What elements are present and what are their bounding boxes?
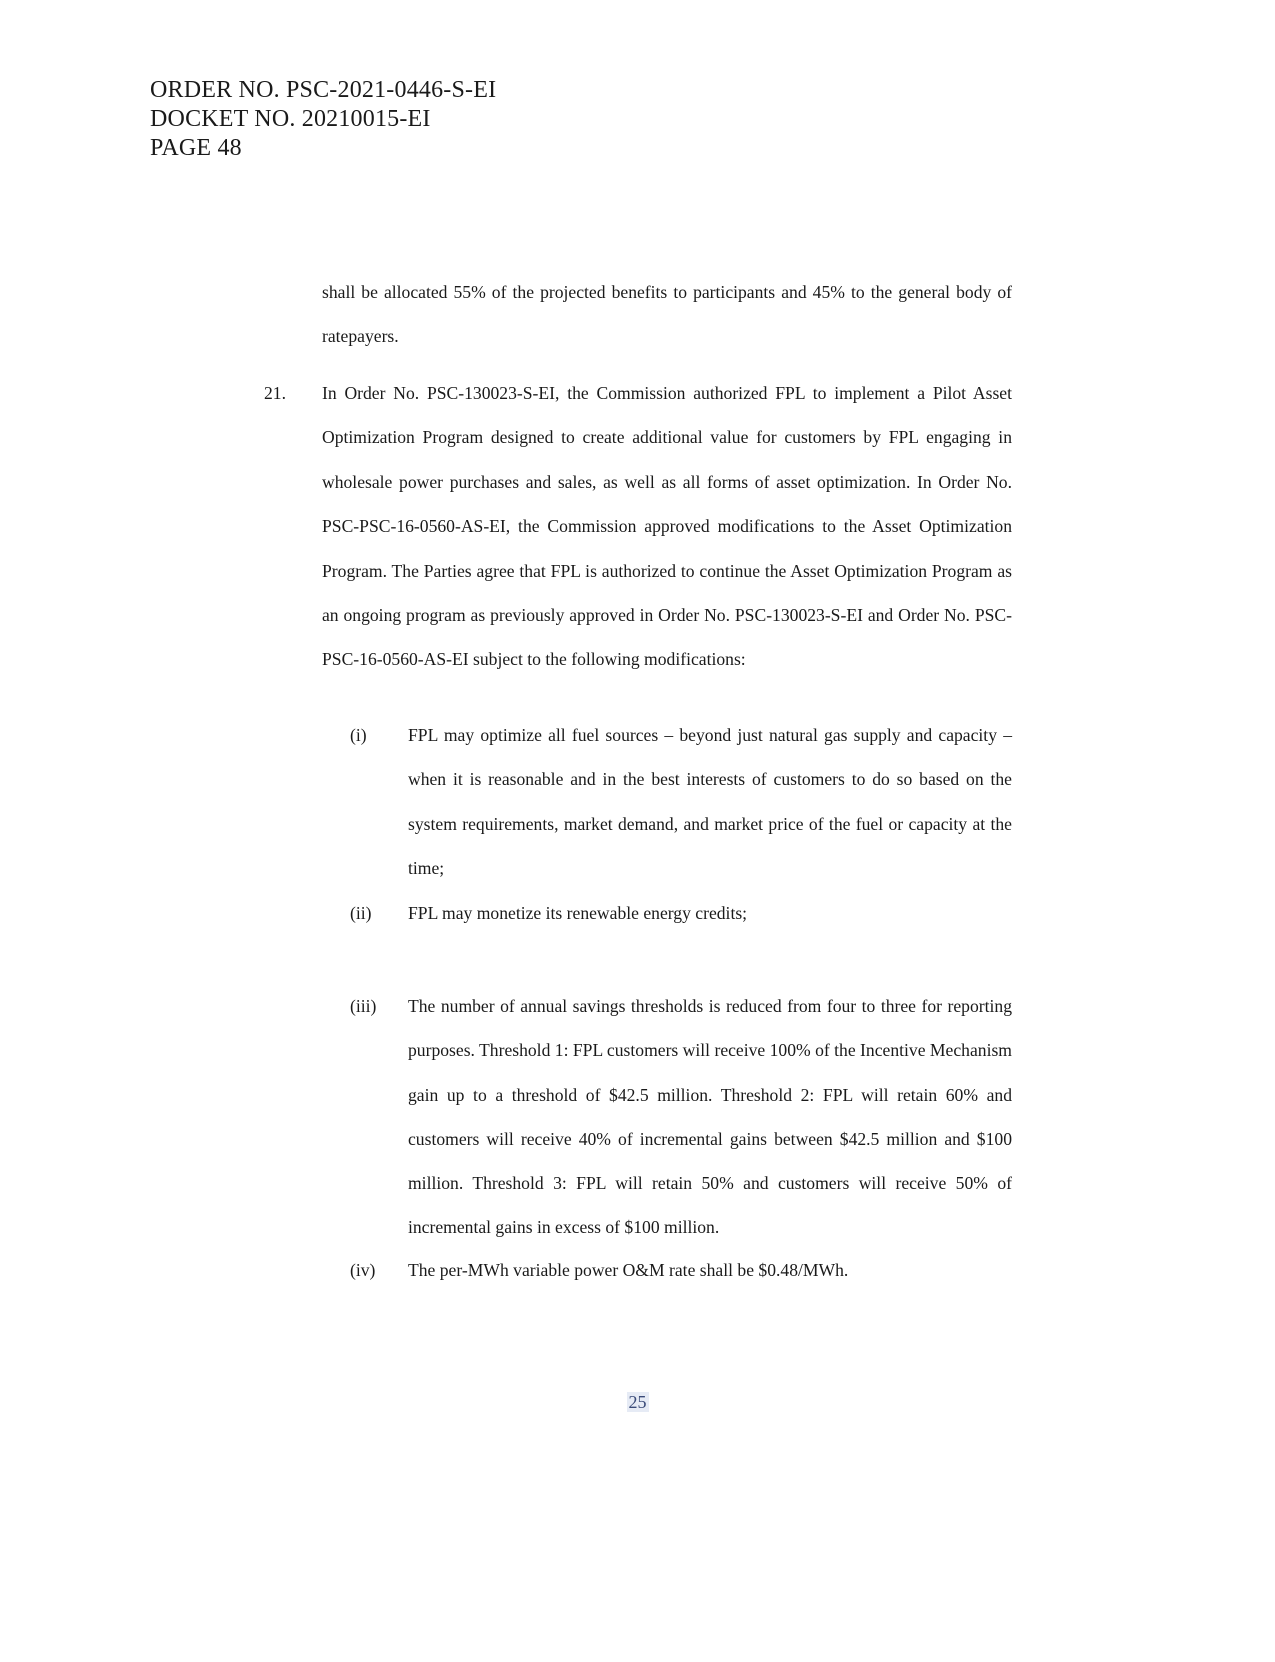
item-label-iv: (iv) xyxy=(350,1260,376,1280)
docket-number: DOCKET NO. 20210015-EI xyxy=(150,106,431,132)
item-label-iii: (iii) xyxy=(350,996,377,1016)
order-number: ORDER NO. PSC-2021-0446-S-EI xyxy=(150,77,497,103)
page-footer-number xyxy=(0,1392,1275,1413)
item-text-ii: FPL may monetize its renewable energy credits; xyxy=(408,903,748,923)
paragraph-number-21: 21. xyxy=(264,383,286,403)
item-text-i: FPL may optimize all fuel sources – beyond just natural gas supply and capacity – when it is reasonable and in the best interests of customers to do so based on the system requirements, market demand, and market price of the fuel or capacity at the time; xyxy=(408,725,1012,878)
item-text-iii: The number of annual savings thresholds is reduced from four to three for reporting purposes. Threshold 1: FPL customers will receive 100% of the Incentive Mechanism gain up to a threshold of $42.5 million. Threshold 2: FPL will retain 60% and customers will receive 40% of incremental gains between $42.5 million and $100 million. Threshold 3: FPL will retain 50% and customers will receive 50% of incremental gains in excess of $100 million. xyxy=(408,996,1012,1238)
item-text-iv: The per-MWh variable power O&M rate shall be $0.48/MWh. xyxy=(408,1260,849,1280)
continuation-paragraph: shall be allocated 55% of the projected benefits to participants and 45% to the general body of ratepayers. xyxy=(322,282,1012,347)
page-number-value: 25 xyxy=(628,1392,647,1412)
document-header xyxy=(150,76,496,163)
item-label-ii: (ii) xyxy=(350,903,372,923)
paragraph-21-text: In Order No. PSC-130023-S-EI, the Commission authorized FPL to implement a Pilot Asset Optimization Program designed to create additional value for customers by FPL engaging in wholesale power purchases and sales, as well as all forms of asset optimization. In Order No. PSC-PSC-16-0560-AS-EI, the Commission approved modifications to the Asset Optimization Program. The Parties agree that FPL is authorized to continue the Asset Optimization Program as an ongoing program as previously approved in Order No. PSC-130023-S-EI and Order No. PSC-PSC-16-0560-AS-EI subject to the following modifications: xyxy=(322,383,1012,670)
header-page-number: PAGE 48 xyxy=(150,135,242,161)
item-label-i: (i) xyxy=(350,725,367,745)
